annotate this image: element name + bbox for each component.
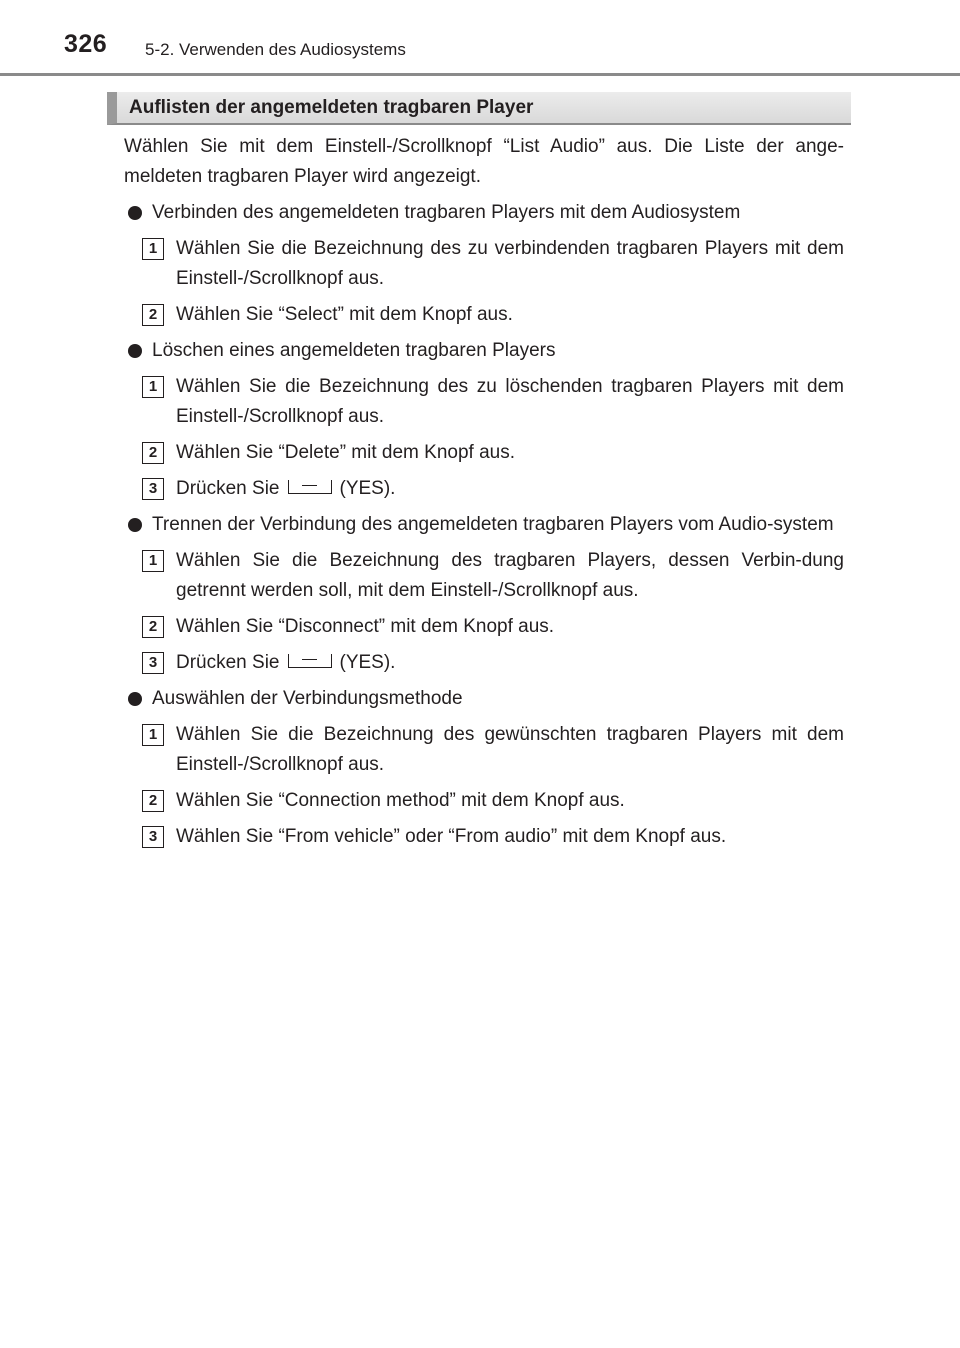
step-item (124, 612, 844, 642)
step-item (124, 474, 844, 504)
step-text-pre: Drücken Sie (176, 478, 280, 499)
step-text-post: (YES). (339, 478, 396, 499)
bullet-heading (124, 684, 844, 714)
step-text: Wählen Sie “Disconnect” mit dem Knopf aus. (176, 616, 555, 637)
bullet-dot-icon (128, 692, 142, 706)
step-number-badge: 1 (142, 238, 164, 260)
instruction-block (124, 684, 844, 852)
yes-key-icon (288, 654, 332, 668)
bullet-dot-icon (128, 206, 142, 220)
step-number-badge: 3 (142, 826, 164, 848)
step-text: Wählen Sie “Connection method” mit dem Knopf aus. (176, 790, 625, 811)
bullet-heading-text: Löschen eines angemeldeten tragbaren Players (152, 340, 556, 361)
step-item (124, 720, 844, 780)
bullet-heading (124, 198, 844, 228)
step-text: Wählen Sie die Bezeichnung des tragbaren Players, dessen Verbin-dung getrennt werden soll, mit dem Einstell-/Scrollknopf aus. (176, 550, 844, 601)
step-number-badge: 2 (142, 790, 164, 812)
step-text: Wählen Sie “Select” mit dem Knopf aus. (176, 304, 513, 325)
bullet-heading-text: Trennen der Verbindung des angemeldeten tragbaren Players vom Audio-system (152, 514, 834, 535)
step-text: Wählen Sie die Bezeichnung des zu verbindenden tragbaren Players mit dem Einstell-/Scrollknopf aus. (176, 238, 844, 289)
step-item (124, 648, 844, 678)
step-item (124, 300, 844, 330)
step-item (124, 822, 844, 852)
step-text: Wählen Sie “From vehicle” oder “From audio” mit dem Knopf aus. (176, 826, 727, 847)
bullet-dot-icon (128, 344, 142, 358)
step-item (124, 786, 844, 816)
page-header (0, 0, 960, 76)
instruction-block (124, 510, 844, 678)
step-number-badge: 2 (142, 304, 164, 326)
bullet-heading-text: Auswählen der Verbindungsmethode (152, 688, 463, 709)
step-number-badge: 3 (142, 478, 164, 500)
step-text: Wählen Sie “Delete” mit dem Knopf aus. (176, 442, 515, 463)
bullet-heading (124, 510, 844, 540)
step-text-pre: Drücken Sie (176, 652, 280, 673)
bullet-heading-text: Verbinden des angemeldeten tragbaren Players mit dem Audiosystem (152, 202, 741, 223)
step-item (124, 438, 844, 468)
intro-paragraph: Wählen Sie mit dem Einstell-/Scrollknopf “List Audio” aus. Die Liste der ange-meldeten tragbaren Player wird angezeigt. (124, 136, 844, 187)
step-number-badge: 2 (142, 442, 164, 464)
step-number-badge: 3 (142, 652, 164, 674)
step-number-badge: 1 (142, 550, 164, 572)
step-text: Wählen Sie die Bezeichnung des zu löschenden tragbaren Players mit dem Einstell-/Scrollknopf aus. (176, 376, 844, 427)
page-content (124, 128, 844, 852)
step-number-badge: 1 (142, 376, 164, 398)
step-item (124, 546, 844, 606)
section-title: Auflisten der angemeldeten tragbaren Player (129, 97, 534, 118)
chapter-title: 5-2. Verwenden des Audiosystems (145, 40, 406, 59)
step-number-badge: 1 (142, 724, 164, 746)
step-number-badge: 2 (142, 616, 164, 638)
bullet-heading (124, 336, 844, 366)
page-number: 326 (64, 30, 108, 58)
yes-key-icon (288, 480, 332, 494)
step-item (124, 372, 844, 432)
step-item (124, 234, 844, 294)
bullet-dot-icon (128, 518, 142, 532)
step-text-post: (YES). (339, 652, 396, 673)
instruction-block (124, 198, 844, 330)
step-text: Wählen Sie die Bezeichnung des gewünschten tragbaren Players mit dem Einstell-/Scrollknopf aus. (176, 724, 844, 775)
section-heading-bar (107, 92, 851, 125)
instruction-block (124, 336, 844, 504)
